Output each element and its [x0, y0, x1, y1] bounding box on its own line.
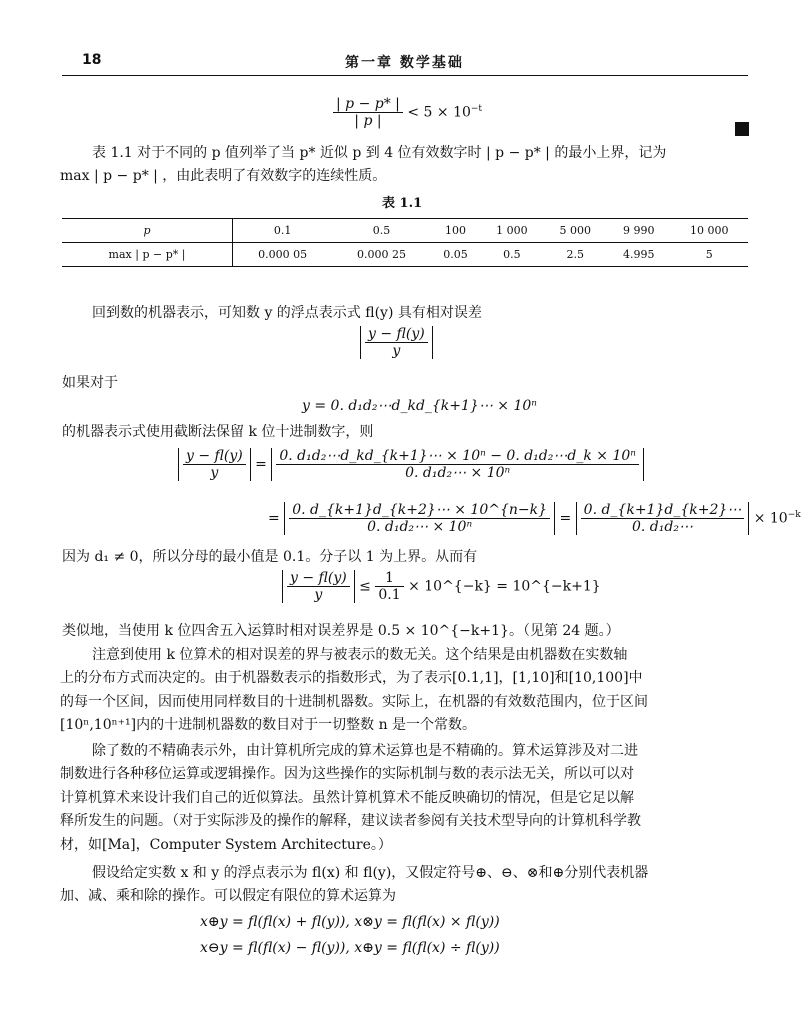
end-of-proof-square — [735, 122, 749, 136]
y-representation-equation: y = 0. d₁d₂⋯d_kd_{k+1}⋯ × 10ⁿ — [302, 398, 537, 414]
paragraph-independence: 注意到使用 k 位算术的相对误差的界与被表示的数无关。这个结果是由机器数在实数轴 上的分布方式而决定的。由于机器数表示的指数形式，为了表示[0.1,1]，[1,10]和[10,100]中 的每一个区间，因而使用同样数目的十进制机器数。实际上，在机器的有效数范围内，位于区间 [10ⁿ,10ⁿ⁺¹]内的十进制机器数的数目对于一切整数 n 是一个常数。 — [60, 647, 648, 734]
paragraph-truncation: 的机器表示式使用截断法保留 k 位十进制数字，则 — [62, 424, 374, 440]
paragraph-operations: 假设给定实数 x 和 y 的浮点表示为 fl(x) 和 fl(y)，又假定符号⊕、⊖、⊗和⊕分别代表机器 加、减、乘和除的操作。可以假定有限位的算术运算为 — [60, 865, 649, 905]
relative-error-equation: $\frac{y - fl(y)}{y}$ — [360, 326, 433, 359]
table-cell: 0.000 25 — [332, 243, 431, 267]
table-cell: 0.000 05 — [233, 243, 333, 267]
inequality-equation: $\frac{| p - p* |}{| p |}$ < $5 \times 10^{-t}$ — [333, 96, 482, 129]
operations-equation-line1: x⊕y = fl(fl(x) + fl(y)), x⊗y = fl(fl(x) × fl(y)) — [200, 914, 500, 930]
table-cell: 5 — [670, 243, 748, 267]
table-cell: 0.5 — [480, 243, 543, 267]
paragraph-rounding: 类似地，当使用 k 位四舍五入运算时相对误差界是 0.5 × 10^{−k+1}。（见第 24 题。） — [62, 623, 620, 639]
paragraph-relative-error: 回到数的机器表示，可知数 y 的浮点表示式 fl(y) 具有相对误差 — [92, 305, 482, 321]
error-chain-equation-line2: = $\frac{0. d\_\{k+1\}d\_\{k+2\}\cdots \times 10\^{}\{n-k\}}{\text{0. d₁d₂⋯ × 10ⁿ}}$ = $\frac{0. d\_\{k+1\}d\_\{k+2\}\cdots}{\text{0. d₁d₂⋯}}$ × $10^{-k}$ — [268, 502, 801, 535]
table-cell: 0.05 — [431, 243, 480, 267]
header-rule — [62, 75, 748, 76]
table-header-cell: 10 000 — [670, 219, 748, 243]
paragraph-denominator: 因为 d₁ ≠ 0，所以分母的最小值是 0.1。分子以 1 为上界。从而有 — [62, 549, 478, 565]
page-number: 18 — [82, 52, 102, 68]
operations-equation-line2: x⊖y = fl(fl(x) − fl(y)), x⊕y = fl(fl(x) ÷ fl(y)) — [200, 940, 500, 956]
table-cell: 2.5 — [544, 243, 607, 267]
table-header-cell: 9 990 — [607, 219, 670, 243]
table-cell: 4.995 — [607, 243, 670, 267]
table-row-label: max | p − p* | — [62, 243, 233, 267]
table-row — [62, 219, 748, 243]
table-row — [62, 243, 748, 267]
error-chain-equation-line1: $\frac{y - fl(y)}{y}$ = $\frac{\text{0. d₁d₂⋯d\_kd\_\{k+1\}⋯ × 10ⁿ − 0. d₁d₂⋯d\_k × 10ⁿ}}{\text{0. d₁d₂⋯ × 10ⁿ}}$ — [178, 448, 644, 481]
table-caption: 表 1.1 — [382, 196, 423, 211]
table-header-cell: 100 — [431, 219, 480, 243]
table-header-cell: 5 000 — [544, 219, 607, 243]
table-header-cell: 1 000 — [480, 219, 543, 243]
paragraph-arithmetic: 除了数的不精确表示外，由计算机所完成的算术运算也是不精确的。算术运算涉及对二进 制数进行各种移位运算或逻辑操作。因为这些操作的实际机制与数的表示法无关，所以可以对 计算机算术来设计我们自己的近似算法。虽然计算机算术不能反映确切的情况，但是它足以解 释所发生的问题。（对于实际涉及的操作的解释，建议读者参阅有关技术型导向的计算机科学教 材，如[Ma]，Computer System Architecture。） — [60, 743, 641, 853]
paragraph-intro-table: 表 1.1 对于不同的 p 值列举了当 p* 近似 p 到 4 位有效数字时 | p − p* | 的最小上界，记为 max | p − p* | ，由此表明了有效数字的连续性质。 — [60, 145, 667, 185]
error-bound-equation: $\frac{y - fl(y)}{y}$ ≤ $\frac{1}{0.1}$ × 10^{−k} = 10^{−k+1} — [282, 570, 601, 603]
table-header-label: p — [62, 219, 233, 243]
running-header: 第一章 数学基础 — [345, 55, 464, 71]
table-header-cell: 0.5 — [332, 219, 431, 243]
table-header-cell: 0.1 — [233, 219, 333, 243]
text-if-for: 如果对于 — [62, 375, 118, 391]
data-table — [62, 218, 748, 267]
